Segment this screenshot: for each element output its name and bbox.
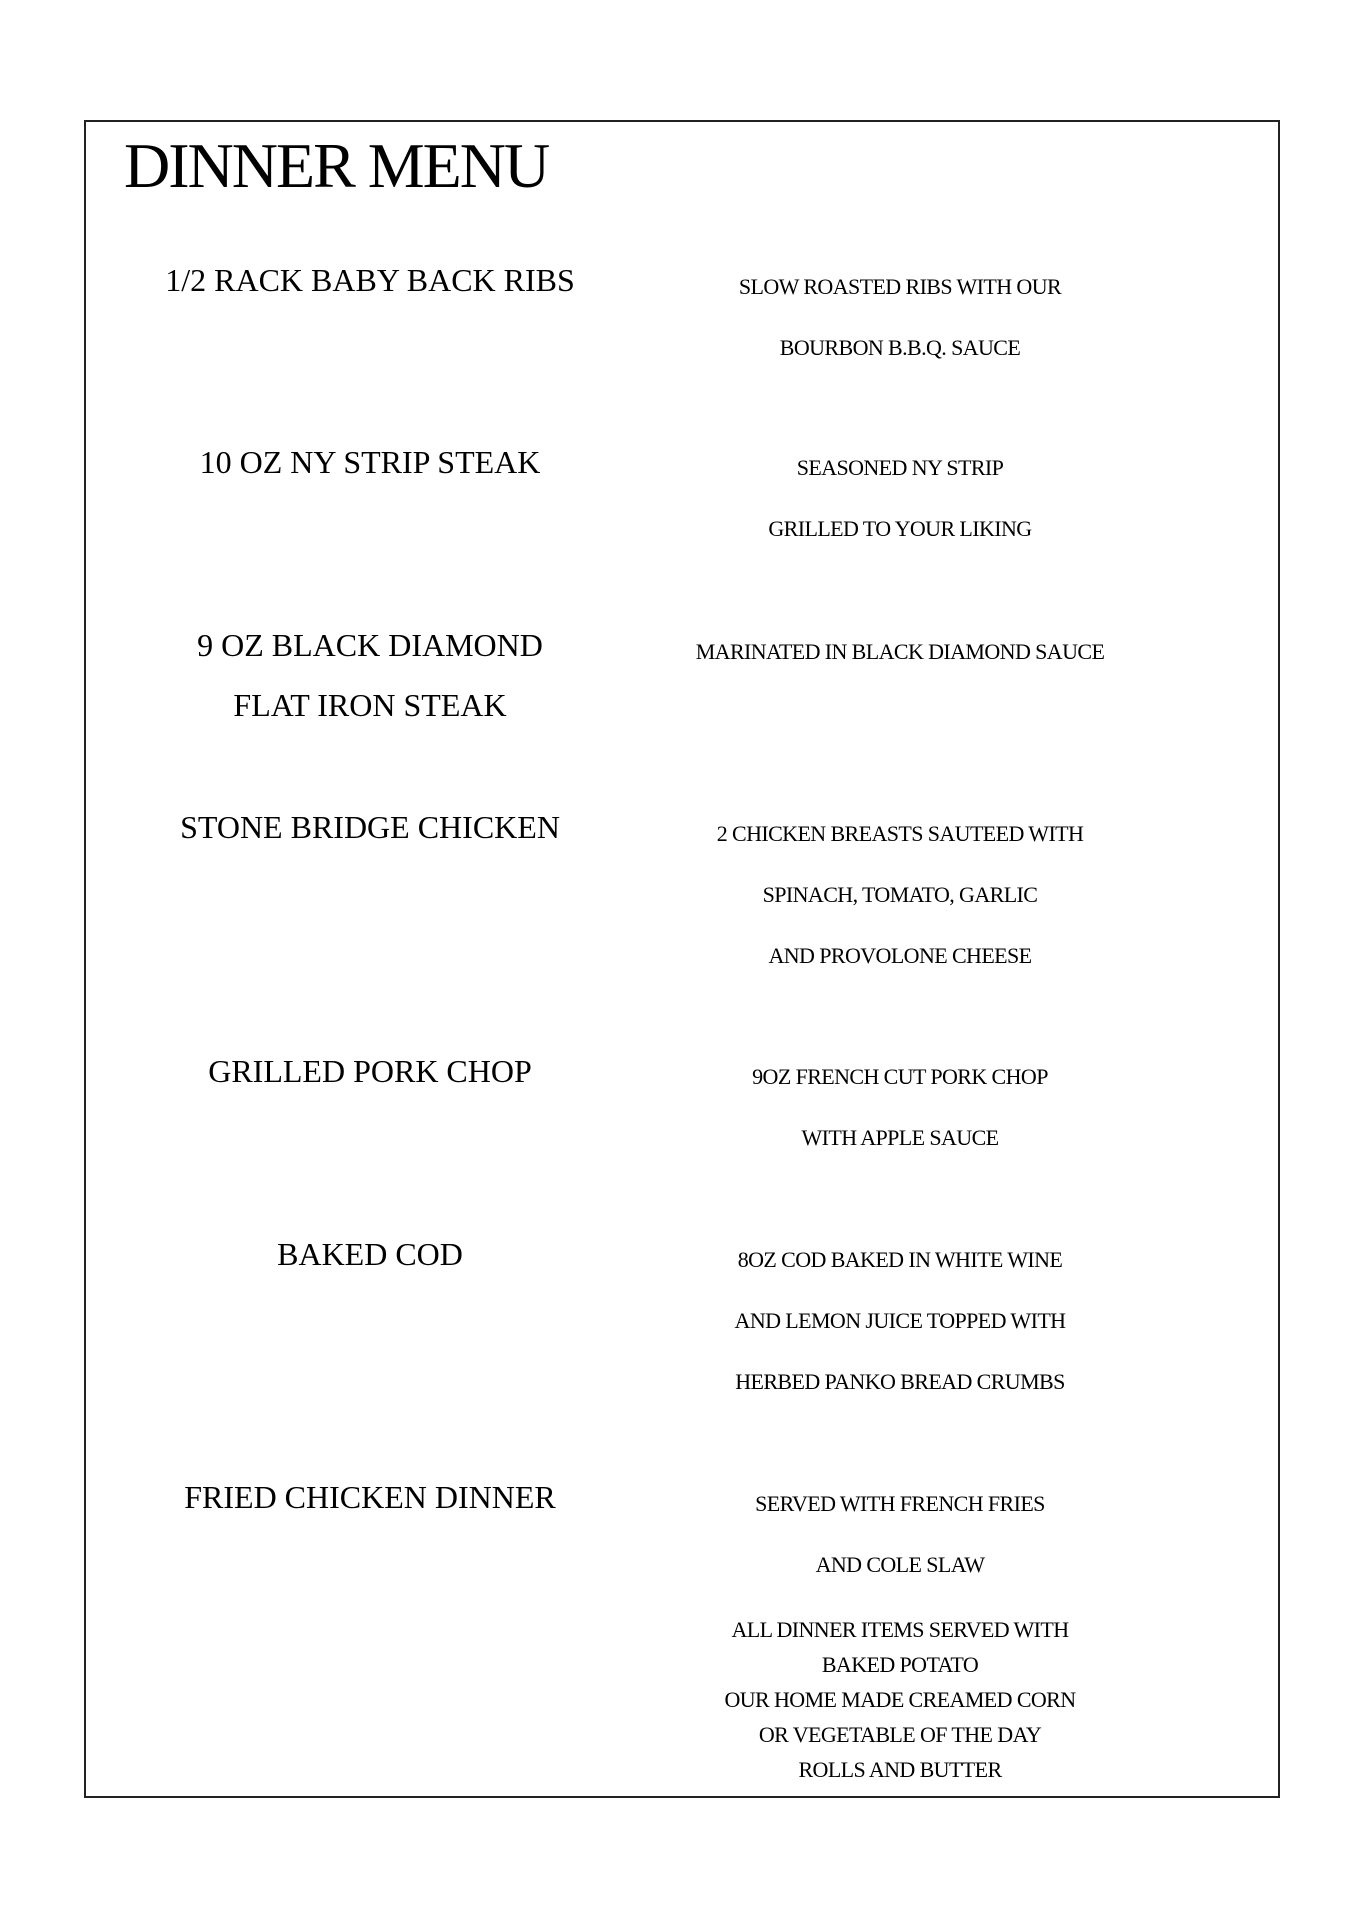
- dish-description-line: SEASONED NY STRIP: [796, 455, 1004, 480]
- sides-note-line: ALL DINNER ITEMS SERVED WITH: [731, 1617, 1069, 1642]
- dish-description-line: AND COLE SLAW: [815, 1552, 985, 1577]
- dish-description-line: SPINACH, TOMATO, GARLIC: [762, 882, 1038, 907]
- dish-name-line: 9 OZ BLACK DIAMOND: [197, 627, 543, 663]
- dish-description-line: SLOW ROASTED RIBS WITH OUR: [738, 274, 1062, 299]
- dish-description-line: 8OZ COD BAKED IN WHITE WINE: [737, 1247, 1063, 1272]
- dish-name-line: STONE BRIDGE CHICKEN: [180, 809, 560, 845]
- sides-note-line: ROLLS AND BUTTER: [798, 1757, 1002, 1782]
- dish-name-flat-iron-steak: [110, 615, 630, 735]
- dish-description-line: HERBED PANKO BREAD CRUMBS: [735, 1369, 1065, 1394]
- dish-description-line: GRILLED TO YOUR LIKING: [768, 516, 1032, 541]
- menu-title: DINNER MENU: [124, 130, 549, 201]
- dish-description-fried-chicken: [660, 1473, 1140, 1595]
- sides-note-line: BAKED POTATO: [821, 1652, 979, 1677]
- dish-name-stone-bridge-chicken: [110, 797, 630, 857]
- dish-description-baked-cod: [660, 1229, 1140, 1412]
- dish-description-line: BOURBON B.B.Q. SAUCE: [779, 335, 1021, 360]
- dish-description-line: AND LEMON JUICE TOPPED WITH: [734, 1308, 1066, 1333]
- dish-description-line: 9OZ FRENCH CUT PORK CHOP: [752, 1064, 1048, 1089]
- dish-name-strip-steak: [110, 432, 630, 492]
- dish-name-line: 1/2 RACK BABY BACK RIBS: [165, 262, 575, 298]
- dish-description-stone-bridge-chicken: [660, 803, 1140, 986]
- dish-description-flat-iron-steak: [660, 621, 1140, 682]
- dish-name-line: GRILLED PORK CHOP: [208, 1053, 532, 1089]
- dish-name-line: FLAT IRON STEAK: [233, 687, 507, 723]
- dish-description-line: 2 CHICKEN BREASTS SAUTEED WITH: [716, 821, 1084, 846]
- sides-note-line: OUR HOME MADE CREAMED CORN: [724, 1687, 1076, 1712]
- dish-description-line: SERVED WITH FRENCH FRIES: [755, 1491, 1045, 1516]
- dish-description-ribs: [660, 256, 1140, 378]
- dinner-sides-note: [660, 1612, 1140, 1787]
- dish-name-line: FRIED CHICKEN DINNER: [184, 1479, 556, 1515]
- dish-description-line: AND PROVOLONE CHEESE: [768, 943, 1032, 968]
- dish-name-fried-chicken: [110, 1467, 630, 1527]
- dish-description-pork-chop: [660, 1046, 1140, 1168]
- dish-name-pork-chop: [110, 1041, 630, 1101]
- dish-name-ribs: [110, 250, 630, 310]
- dish-description-line: MARINATED IN BLACK DIAMOND SAUCE: [695, 639, 1105, 664]
- dish-name-line: BAKED COD: [277, 1236, 463, 1272]
- dish-description-strip-steak: [660, 437, 1140, 559]
- dish-description-line: WITH APPLE SAUCE: [801, 1125, 999, 1150]
- sides-note-line: OR VEGETABLE OF THE DAY: [758, 1722, 1042, 1747]
- dish-name-baked-cod: [110, 1224, 630, 1284]
- dish-name-line: 10 OZ NY STRIP STEAK: [199, 444, 541, 480]
